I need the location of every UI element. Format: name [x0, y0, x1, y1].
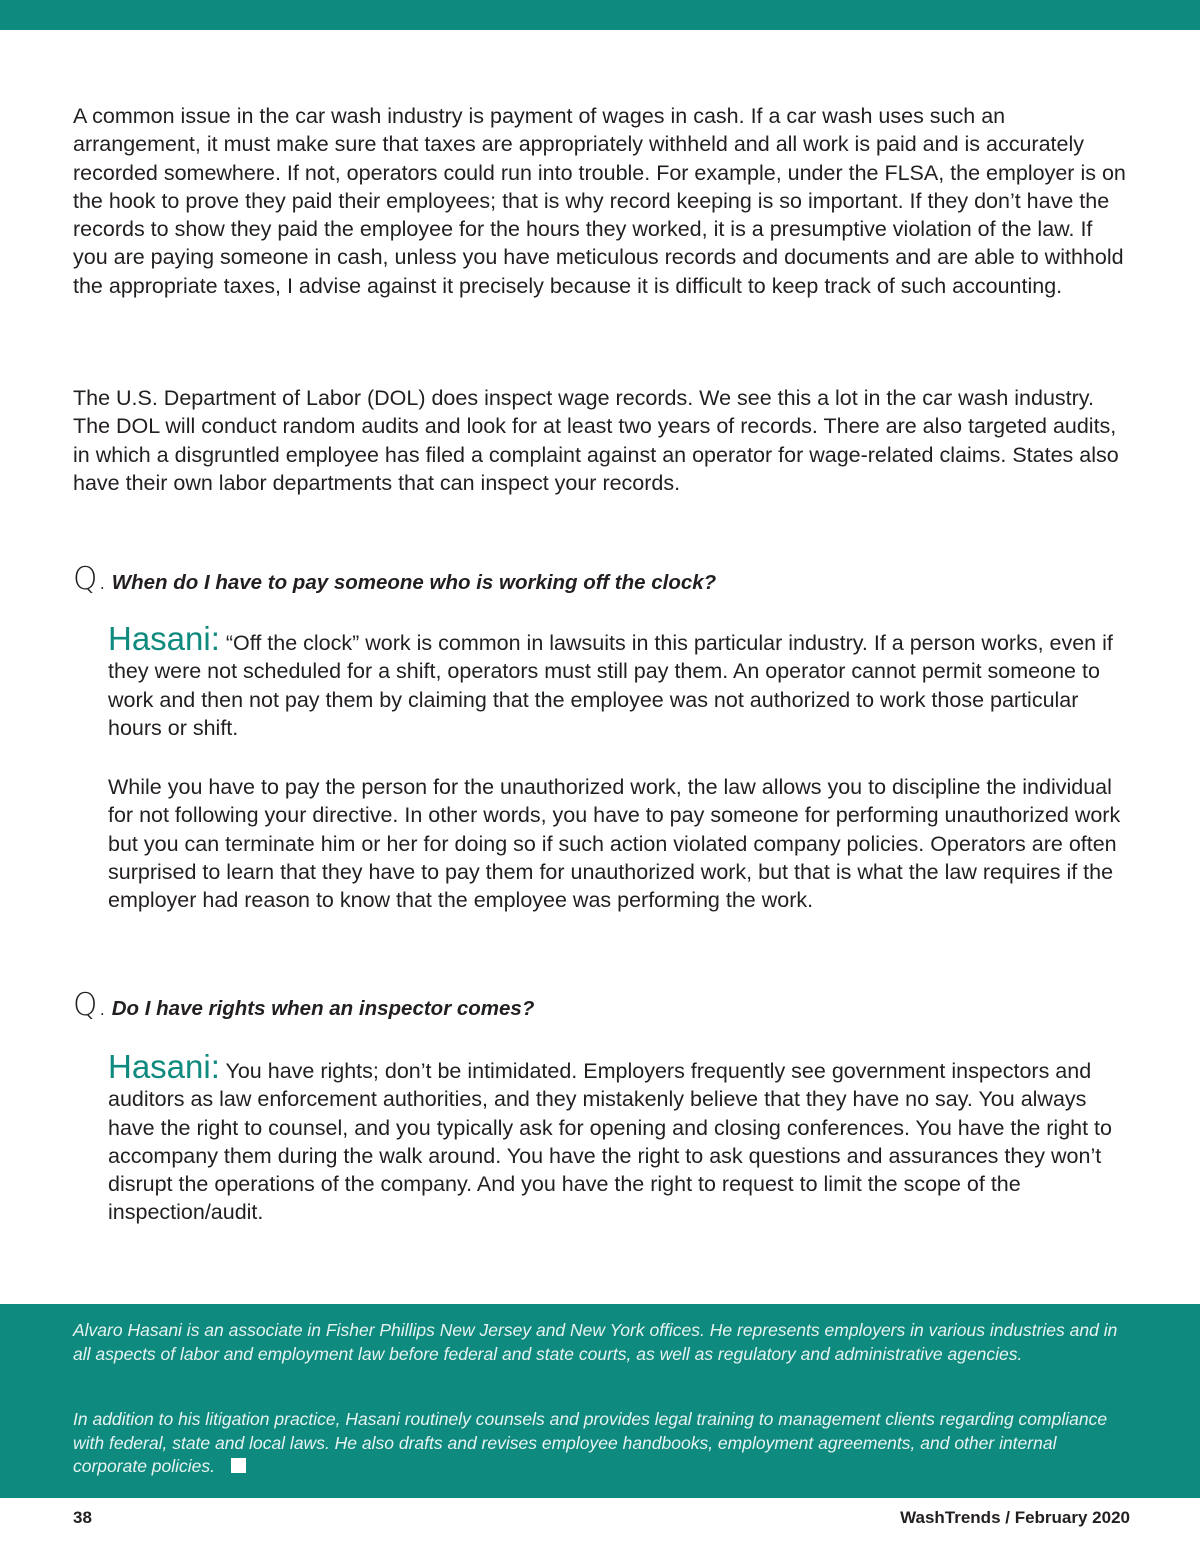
author-bio-paragraph-2 [73, 1408, 1133, 1479]
answer-text: “Off the clock” work is common in lawsuits in this particular industry. If a person works, even if they were not scheduled for a shift, operators must still pay them. An operator cannot permit someone to work and then not pay them by claiming that the employee was not authorized to work those particular hours or shift. [108, 631, 1113, 740]
question-2 [73, 986, 1133, 1024]
answer-1 [108, 620, 1138, 742]
answer-text: You have rights; don’t be intimidated. Employers frequently see government inspectors and auditors as law enforcement authorities, and they mistakenly believe that they have no say. You always have the right to counsel, and you typically ask for opening and closing conferences. You have the right to accompany them during the walk around. You have the right to ask questions and assurances they won’t disrupt the operations of the company. And you have the right to request to limit the scope of the inspection/audit. [108, 1059, 1112, 1225]
speaker-label: Hasani: [108, 620, 220, 657]
speaker-label: Hasani: [108, 1048, 220, 1085]
publication-info: WashTrends / February 2020 [900, 1508, 1130, 1527]
question-text: When do I have to pay someone who is working off the clock? [111, 571, 717, 594]
page-number: 38 [73, 1508, 92, 1527]
question-label: Q. [73, 987, 108, 1023]
end-mark-icon [231, 1458, 246, 1473]
question-label: Q. [73, 561, 108, 597]
answer-2 [108, 1048, 1138, 1227]
body-paragraph-1: A common issue in the car wash industry is payment of wages in cash. If a car wash uses such an arrangement, it must make sure that taxes are appropriately withheld and all work is paid and is accurately recorded somewhere. If not, operators could run into trouble. For example, under the FLSA, the employer is on the hook to prove they paid their employees; that is why record keeping is so important. If they don’t have the records to show they paid the employee for the hours they worked, it is a presumptive violation of the law. If you are paying someone in cash, unless you have meticulous records and documents and are able to withhold the appropriate taxes, I advise against it precisely because it is difficult to keep track of such accounting. [73, 104, 1126, 298]
author-bio-paragraph-1: Alvaro Hasani is an associate in Fisher Phillips New Jersey and New York offices. He represents employers in various industries and in all aspects of labor and employment law before federal and state courts, as well as regulatory and administrative agencies. [73, 1320, 1118, 1364]
top-accent-bar [0, 0, 1200, 30]
body-paragraph-2: The U.S. Department of Labor (DOL) does inspect wage records. We see this a lot in the car wash industry. The DOL will conduct random audits and look for at least two years of records. There are also targeted audits, in which a disgruntled employee has filed a complaint against an operator for wage-related claims. States also have their own labor departments that can inspect your records. [73, 386, 1119, 495]
question-1 [73, 560, 1133, 598]
author-bio-text: In addition to his litigation practice, Hasani routinely counsels and provides legal training to management clients regarding compliance with federal, state and local laws. He also drafts and revises employee handbooks, employment agreements, and other internal corporate policies. [73, 1409, 1108, 1476]
question-text: Do I have rights when an inspector comes? [111, 997, 535, 1020]
answer-1-continued: While you have to pay the person for the unauthorized work, the law allows you to discipline the individual for not following your directive. In other words, you have to pay someone for performing unauthorized work but you can terminate him or her for doing so if such action violated company policies. Operators are often surprised to learn that they have to pay them for unauthorized work, but that is what the law requires if the employer had reason to know that the employee was performing the work. [108, 775, 1121, 913]
